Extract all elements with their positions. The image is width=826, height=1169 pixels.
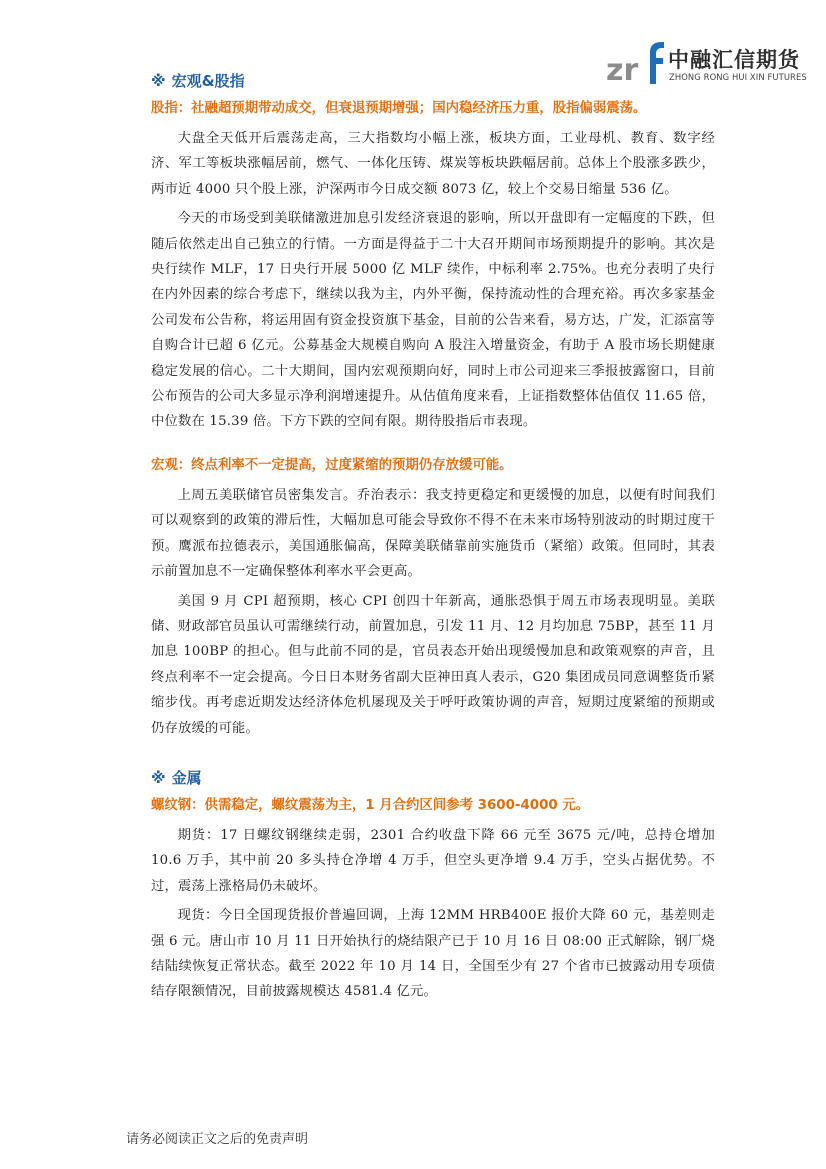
- paragraph: 美国 9 月 CPI 超预期，核心 CPI 创四十年新高，通胀恐惧于周五市场表现明显。美联储、财政部官员虽认可需继续行动，前置加息，引发 11 月、12 月均加息 75BP，甚至 11 月加息 100BP 的担心。但与此前不同的是，官员表态开始出现缓慢加息和政策观察的声音，且终点利率不一定会提高。今日日本财务省副大臣神田真人表示，G20 集团成员同意调整货币紧缩步伐。再考虑近期发达经济体危机屡现及关于呼吁政策协调的声音，短期过度紧缩的预期或仍存放缓的可能。: [151, 593, 715, 736]
- subsection-heading-index: 股指：社融超预期带动成交，但衰退预期增强；国内稳经济压力重，股指偏弱震荡。: [151, 101, 647, 116]
- paragraph: 上周五美联储官员密集发言。乔治表示：我支持更稳定和更缓慢的加息，以便有时间我们可以观察到的政策的滞后性，大幅加息可能会导致你不得不在未来市场特别波动的时期过度干预。鹰派布拉德表示，美国通胀偏高，保障美联储靠前实施货币（紧缩）政策。但同时，其表示前置加息不一定确保整体利率水平会更高。: [151, 487, 715, 580]
- subsection-heading-rebar: 螺纹钢：供需稳定，螺纹震荡为主，1 月合约区间参考 3600-4000 元。: [151, 797, 590, 813]
- reference-mark: ※: [151, 768, 166, 787]
- svg-text:zr: zr: [606, 53, 639, 86]
- section-title-macro: [151, 66, 715, 96]
- paragraph: 期货：17 日螺纹钢继续走弱，2301 合约收盘下降 66 元至 3675 元/吨，总持仓增加 10.6 万手，其中前 20 多头持仓净增 4 万手，但空头更净增 9.4 万手，空头占据优势。不过，震荡上涨格局仍未破坏。: [151, 827, 715, 894]
- subsection-heading-macro: 宏观：终点利率不一定提高，过度紧缩的预期仍存放缓可能。: [151, 457, 513, 473]
- disclaimer-footer: 请务必阅读正文之后的免责声明: [126, 1132, 309, 1147]
- paragraph: 今天的市场受到美联储激进加息引发经济衰退的影响，所以开盘即有一定幅度的下跌，但随后依然走出自己独立的行情。一方面是得益于二十大召开期间市场预期提升的影响。其次是央行续作 MLF，17 日央行开展 5000 亿 MLF 续作，中标利率 2.75%。也充分表明了央行在内外因素的综合考虑下，继续以我为主，内外平衡，保持流动性的合理充裕。再次多家基金公司发布公告称，将运用固有资金投资旗下基金，目前的公告来看，易方达，广发，汇添富等自购合计已超 6 亿元。公募基金大规模自购向 A 股注入增量资金，有助于 A 股市场长期健康稳定发展的信心。二十大期间，国内宏观预期向好，同时上市公司迎来三季报披露窗口，目前公布预告的公司大多显示净利润增速提升。从估值角度来看，上证指数整体估值仅 11.65 倍，中位数在 15.39 倍。下方下跌的空间有限。期待股指后市表现。: [151, 211, 715, 430]
- logo-english-name: ZHONG RONG HUI XIN FUTURES: [669, 72, 807, 82]
- section-title-text: 宏观&股指: [171, 72, 245, 90]
- section-title-metals: [151, 763, 715, 793]
- reference-mark: ※: [151, 72, 166, 90]
- paragraph: 大盘全天低开后震荡走高，三大指数均小幅上涨，板块方面，工业母机、教育、数字经济、军工等板块涨幅居前，燃气、一体化压铸、煤炭等板块跌幅居前。总体上个股涨多跌少，两市近 4000 只个股上涨，沪深两市今日成交额 8073 亿，较上个交易日缩量 536 亿。: [151, 131, 715, 197]
- logo-chinese-name: 中融汇信期货: [668, 48, 800, 72]
- section-title-text: 金属: [171, 768, 202, 787]
- report-content: [151, 66, 715, 1005]
- paragraph: 现货：今日全国现货报价普遍回调，上海 12MM HRB400E 报价大降 60 元，基差则走强 6 元。唐山市 10 月 11 日开始执行的烧结限产已于 10 月 16 日 08:00 正式解除，钢厂烧结陆续恢复正常状态。截至 2022 年 10 月 14 日，全国至少有 27 个省市已披露动用专项债结存限额情况，目前披露规模达 4581.4 亿元。: [151, 908, 715, 1000]
